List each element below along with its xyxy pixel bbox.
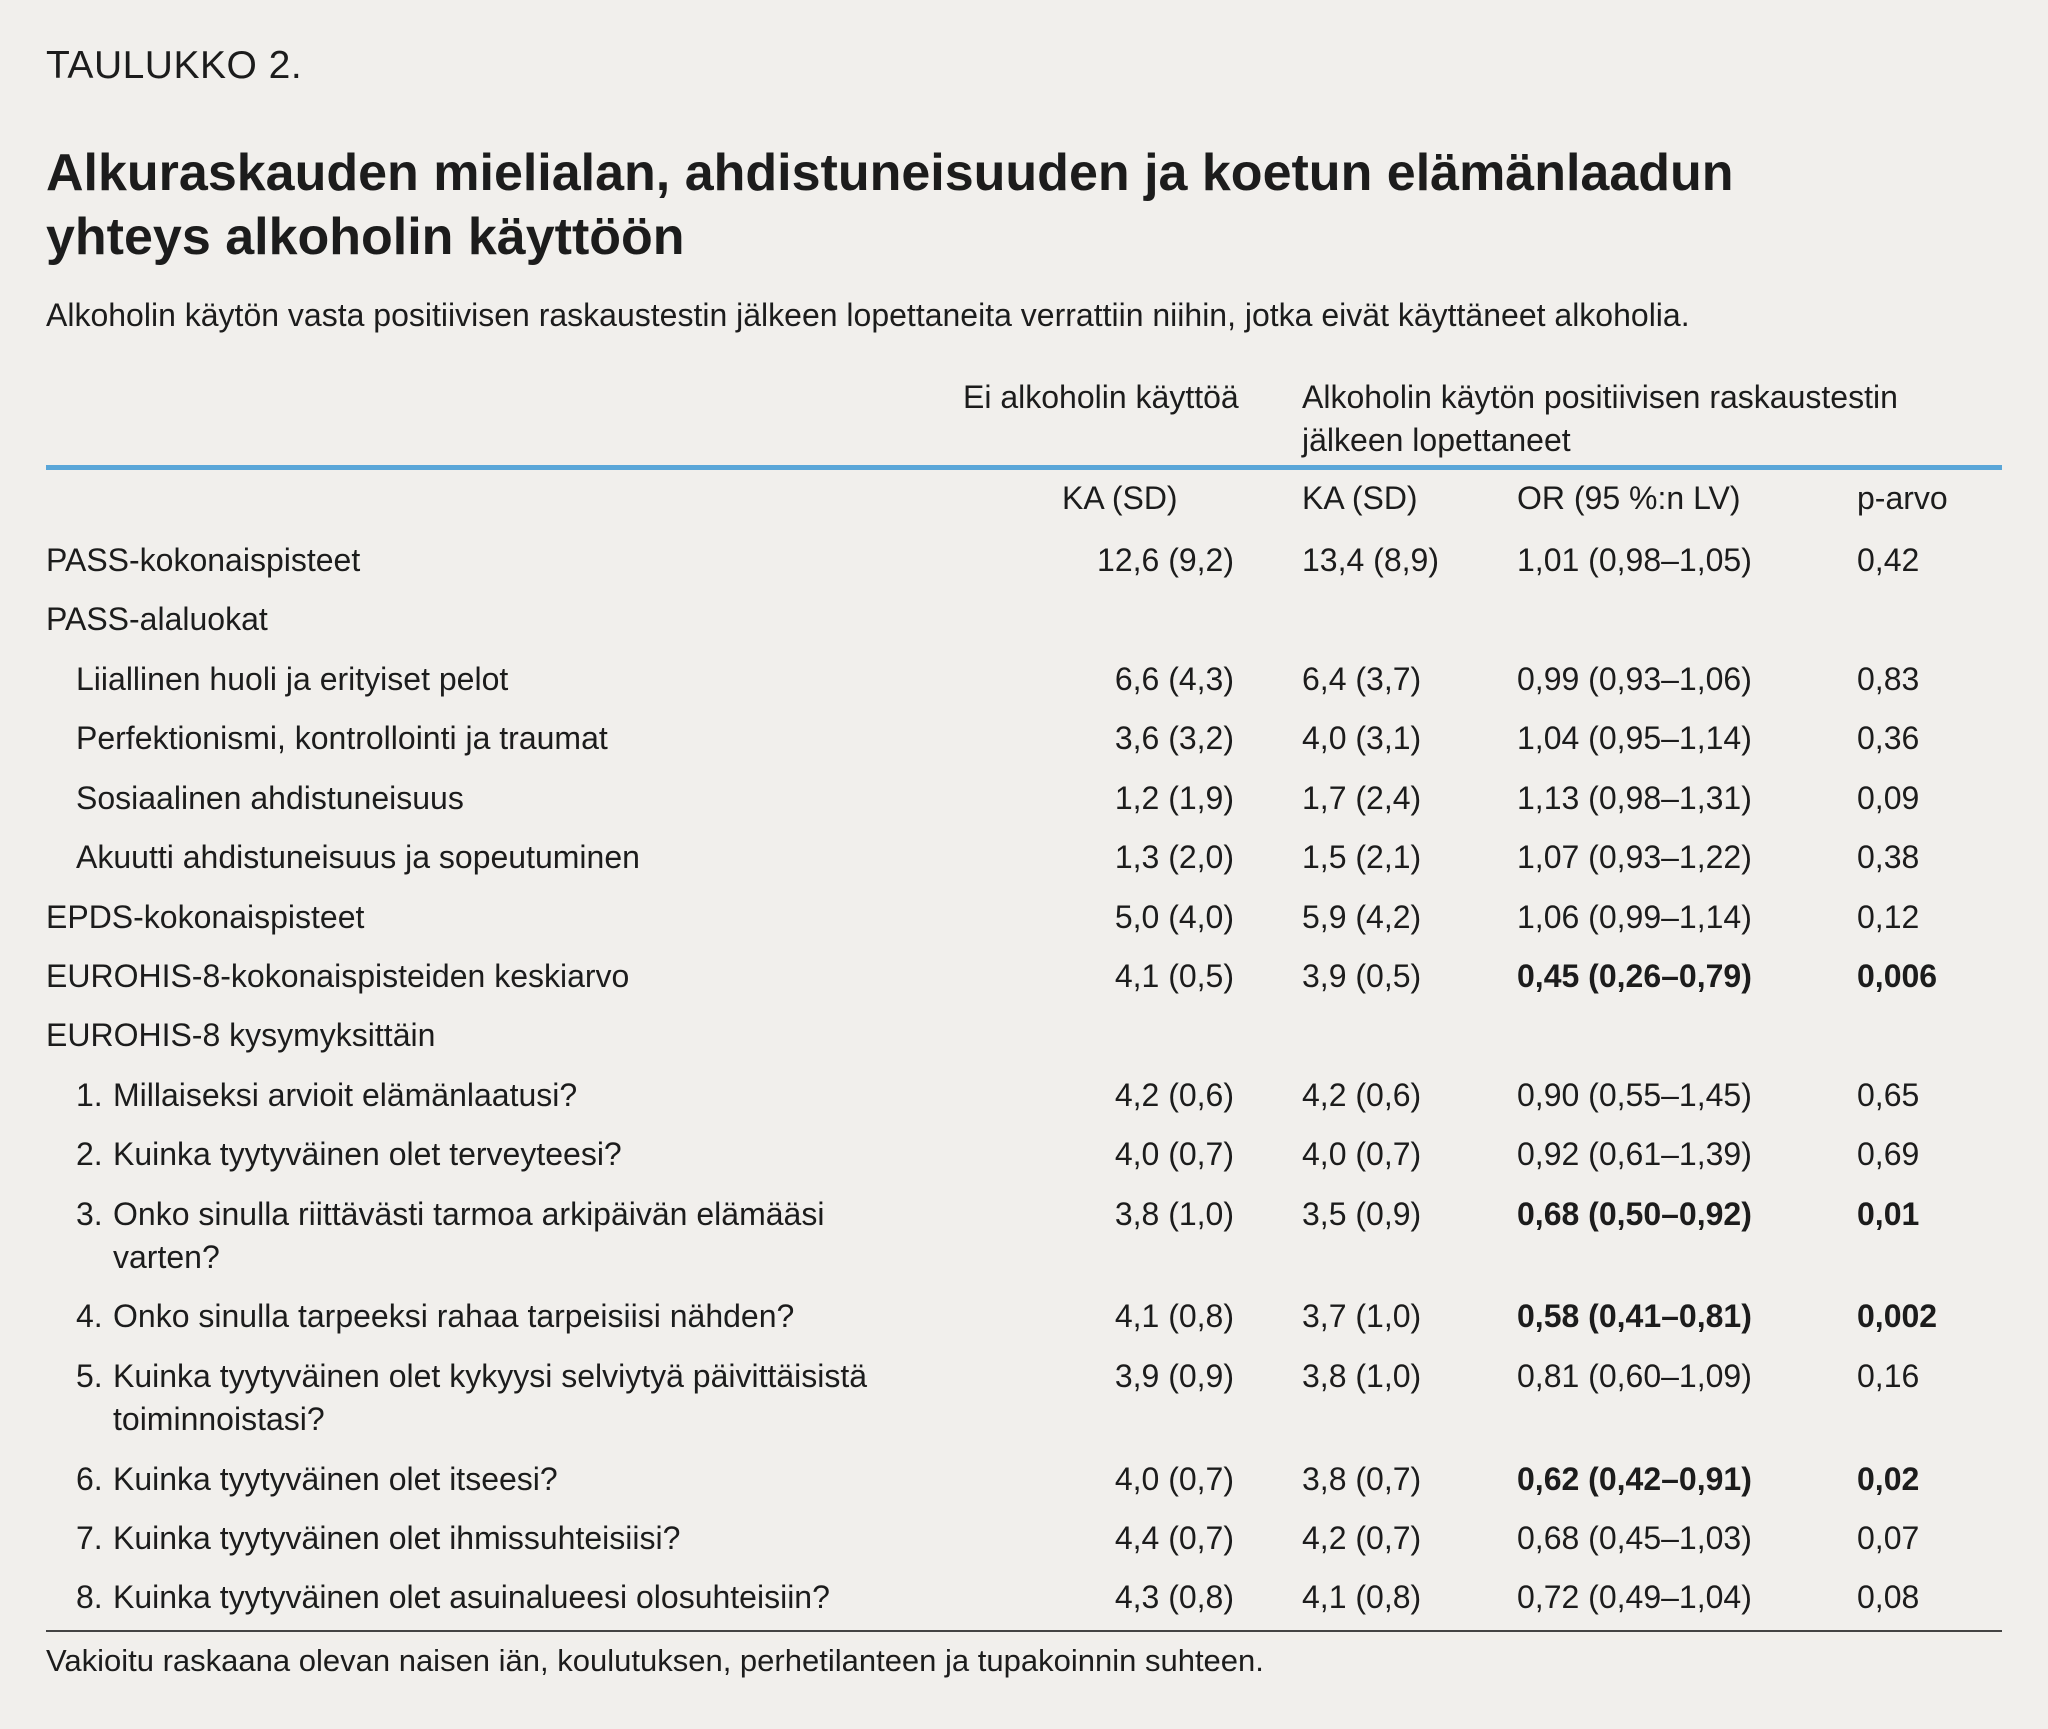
- cell-p-value: 0,42: [1857, 542, 1920, 578]
- cell-ka-sd-no-alcohol: 6,6 (4,3): [1114, 661, 1234, 697]
- item-text: Kuinka tyytyväinen olet ihmissuhteisiisi?: [113, 1520, 681, 1556]
- cell-ka-sd-stopped: 4,1 (0,8): [1302, 1579, 1422, 1615]
- cell-or: 0,45 (0,26–0,79): [1517, 958, 1752, 994]
- cell-p-value: 0,02: [1857, 1461, 1920, 1497]
- row-label: [76, 1295, 956, 1338]
- item-number: 8.: [76, 1579, 103, 1615]
- cell-ka-sd-no-alcohol: 4,4 (0,7): [1114, 1520, 1234, 1556]
- cell-or: 0,68 (0,50–0,92): [1517, 1196, 1752, 1232]
- cell-p-value: 0,65: [1857, 1077, 1920, 1113]
- cell-p-value: 0,08: [1857, 1579, 1920, 1615]
- cell-or: 0,58 (0,41–0,81): [1517, 1298, 1752, 1334]
- item-text: Millaiseksi arvioit elämänlaatusi?: [113, 1077, 578, 1113]
- cell-ka-sd-no-alcohol: 4,0 (0,7): [1114, 1461, 1234, 1497]
- row-label: [76, 1355, 956, 1441]
- item-number: 2.: [76, 1136, 103, 1172]
- item-text-line-1: Onko sinulla riittävästi tarmoa arkipäivän elämääsi: [113, 1196, 825, 1232]
- cell-p-value: 0,38: [1857, 839, 1920, 875]
- row-label: [76, 1517, 956, 1560]
- cell-or: 0,68 (0,45–1,03): [1517, 1520, 1752, 1556]
- item-number: 5.: [76, 1358, 103, 1394]
- row-label: PASS-alaluokat: [46, 601, 268, 637]
- cell-ka-sd-stopped: 1,7 (2,4): [1302, 780, 1422, 816]
- table-subtitle: Alkoholin käytön vasta positiivisen raskaustestin jälkeen lopettaneita verrattiin niihin, jotka eivät käyttäneet alkoholia.: [46, 297, 1690, 333]
- cell-or: 1,07 (0,93–1,22): [1517, 839, 1752, 875]
- cell-or: 1,04 (0,95–1,14): [1517, 720, 1752, 756]
- row-label: EPDS-kokonaispisteet: [46, 899, 365, 935]
- table-label: TAULUKKO 2.: [46, 44, 303, 87]
- col-header-ka-sd-2: KA (SD): [1302, 480, 1418, 516]
- cell-or: 1,01 (0,98–1,05): [1517, 542, 1752, 578]
- cell-ka-sd-no-alcohol: 1,3 (2,0): [1114, 839, 1234, 875]
- col-header-or: OR (95 %:n LV): [1517, 480, 1741, 516]
- col-header-p-value: p-arvo: [1857, 480, 1948, 516]
- cell-ka-sd-no-alcohol: 1,2 (1,9): [1114, 780, 1234, 816]
- row-label: EUROHIS-8-kokonaispisteiden keskiarvo: [46, 958, 630, 994]
- row-label: Perfektionismi, kontrollointi ja traumat: [76, 720, 608, 756]
- cell-ka-sd-no-alcohol: 4,2 (0,6): [1114, 1077, 1234, 1113]
- item-text: Onko sinulla tarpeeksi rahaa tarpeisiisi nähden?: [113, 1298, 795, 1334]
- cell-or: 0,92 (0,61–1,39): [1517, 1136, 1752, 1172]
- cell-p-value: 0,83: [1857, 661, 1920, 697]
- cell-p-value: 0,09: [1857, 780, 1920, 816]
- item-text: Kuinka tyytyväinen olet terveyteesi?: [113, 1136, 622, 1172]
- cell-p-value: 0,36: [1857, 720, 1920, 756]
- cell-ka-sd-stopped: 3,8 (0,7): [1302, 1461, 1422, 1497]
- cell-ka-sd-no-alcohol: 4,3 (0,8): [1114, 1579, 1234, 1615]
- item-number: 3.: [76, 1196, 103, 1232]
- cell-or: 1,13 (0,98–1,31): [1517, 780, 1752, 816]
- item-text-line-2: varten?: [113, 1239, 220, 1275]
- cell-ka-sd-stopped: 4,2 (0,7): [1302, 1520, 1422, 1556]
- cell-ka-sd-no-alcohol: 3,6 (3,2): [1114, 720, 1234, 756]
- row-label: [76, 1458, 956, 1501]
- item-number: 6.: [76, 1461, 103, 1497]
- item-number: 4.: [76, 1298, 103, 1334]
- row-label: [76, 1133, 956, 1176]
- cell-ka-sd-stopped: 3,5 (0,9): [1302, 1196, 1422, 1232]
- cell-ka-sd-stopped: 6,4 (3,7): [1302, 661, 1422, 697]
- footer-divider: [46, 1630, 2002, 1632]
- cell-or: 0,72 (0,49–1,04): [1517, 1579, 1752, 1615]
- cell-ka-sd-no-alcohol: 4,1 (0,8): [1114, 1298, 1234, 1334]
- item-text-line-1: Kuinka tyytyväinen olet kykyysi selviytyä päivittäisistä: [113, 1358, 868, 1394]
- cell-ka-sd-stopped: 5,9 (4,2): [1302, 899, 1422, 935]
- cell-ka-sd-stopped: 4,2 (0,6): [1302, 1077, 1422, 1113]
- cell-ka-sd-stopped: 13,4 (8,9): [1302, 542, 1439, 578]
- cell-p-value: 0,006: [1857, 958, 1938, 994]
- row-label: EUROHIS-8 kysymyksittäin: [46, 1017, 436, 1053]
- group-header-stopped-line-1: Alkoholin käytön positiivisen raskaustestin: [1302, 379, 1898, 415]
- cell-ka-sd-no-alcohol: 5,0 (4,0): [1114, 899, 1234, 935]
- cell-p-value: 0,12: [1857, 899, 1920, 935]
- cell-p-value: 0,01: [1857, 1196, 1920, 1232]
- row-label: Liiallinen huoli ja erityiset pelot: [76, 661, 509, 697]
- item-number: 1.: [76, 1077, 103, 1113]
- cell-or: 0,81 (0,60–1,09): [1517, 1358, 1752, 1394]
- item-text: [113, 1193, 933, 1279]
- item-text: Kuinka tyytyväinen olet asuinalueesi olosuhteisiin?: [113, 1579, 830, 1615]
- table-footnote: Vakioitu raskaana olevan naisen iän, koulutuksen, perhetilanteen ja tupakoinnin suhteen.: [46, 1643, 1264, 1678]
- cell-p-value: 0,002: [1857, 1298, 1938, 1334]
- row-label: Akuutti ahdistuneisuus ja sopeutuminen: [76, 839, 640, 875]
- item-text: Kuinka tyytyväinen olet itseesi?: [113, 1461, 558, 1497]
- cell-or: 0,99 (0,93–1,06): [1517, 661, 1752, 697]
- group-header-no-alcohol: Ei alkoholin käyttöä: [963, 379, 1239, 415]
- cell-ka-sd-no-alcohol: 3,9 (0,9): [1114, 1358, 1234, 1394]
- cell-p-value: 0,07: [1857, 1520, 1920, 1556]
- row-label: [76, 1074, 956, 1117]
- cell-or: 0,62 (0,42–0,91): [1517, 1461, 1752, 1497]
- cell-or: 1,06 (0,99–1,14): [1517, 899, 1752, 935]
- title-line-1: Alkuraskauden mielialan, ahdistuneisuuden ja koetun elämänlaadun: [46, 144, 1734, 202]
- cell-ka-sd-no-alcohol: 4,1 (0,5): [1114, 958, 1234, 994]
- cell-ka-sd-stopped: 1,5 (2,1): [1302, 839, 1422, 875]
- table-title: [46, 141, 1946, 269]
- cell-ka-sd-stopped: 3,8 (1,0): [1302, 1358, 1422, 1394]
- header-divider: [46, 465, 2002, 470]
- title-line-2: yhteys alkoholin käyttöön: [46, 208, 685, 266]
- item-text: [113, 1355, 933, 1441]
- col-header-ka-sd-1: KA (SD): [1062, 480, 1178, 516]
- cell-ka-sd-no-alcohol: 4,0 (0,7): [1114, 1136, 1234, 1172]
- row-label: PASS-kokonaispisteet: [46, 542, 361, 578]
- cell-ka-sd-no-alcohol: 3,8 (1,0): [1114, 1196, 1234, 1232]
- cell-ka-sd-stopped: 4,0 (0,7): [1302, 1136, 1422, 1172]
- group-header-stopped: [1302, 376, 1898, 462]
- cell-ka-sd-stopped: 4,0 (3,1): [1302, 720, 1422, 756]
- item-number: 7.: [76, 1520, 103, 1556]
- row-label: [76, 1193, 956, 1279]
- cell-ka-sd-no-alcohol: 12,6 (9,2): [1097, 542, 1234, 578]
- cell-p-value: 0,16: [1857, 1358, 1920, 1394]
- cell-ka-sd-stopped: 3,9 (0,5): [1302, 958, 1422, 994]
- row-label: Sosiaalinen ahdistuneisuus: [76, 780, 464, 816]
- cell-ka-sd-stopped: 3,7 (1,0): [1302, 1298, 1422, 1334]
- cell-or: 0,90 (0,55–1,45): [1517, 1077, 1752, 1113]
- row-label: [76, 1576, 956, 1619]
- group-header-stopped-line-2: jälkeen lopettaneet: [1302, 422, 1571, 458]
- item-text-line-2: toiminnoistasi?: [113, 1401, 325, 1437]
- cell-p-value: 0,69: [1857, 1136, 1920, 1172]
